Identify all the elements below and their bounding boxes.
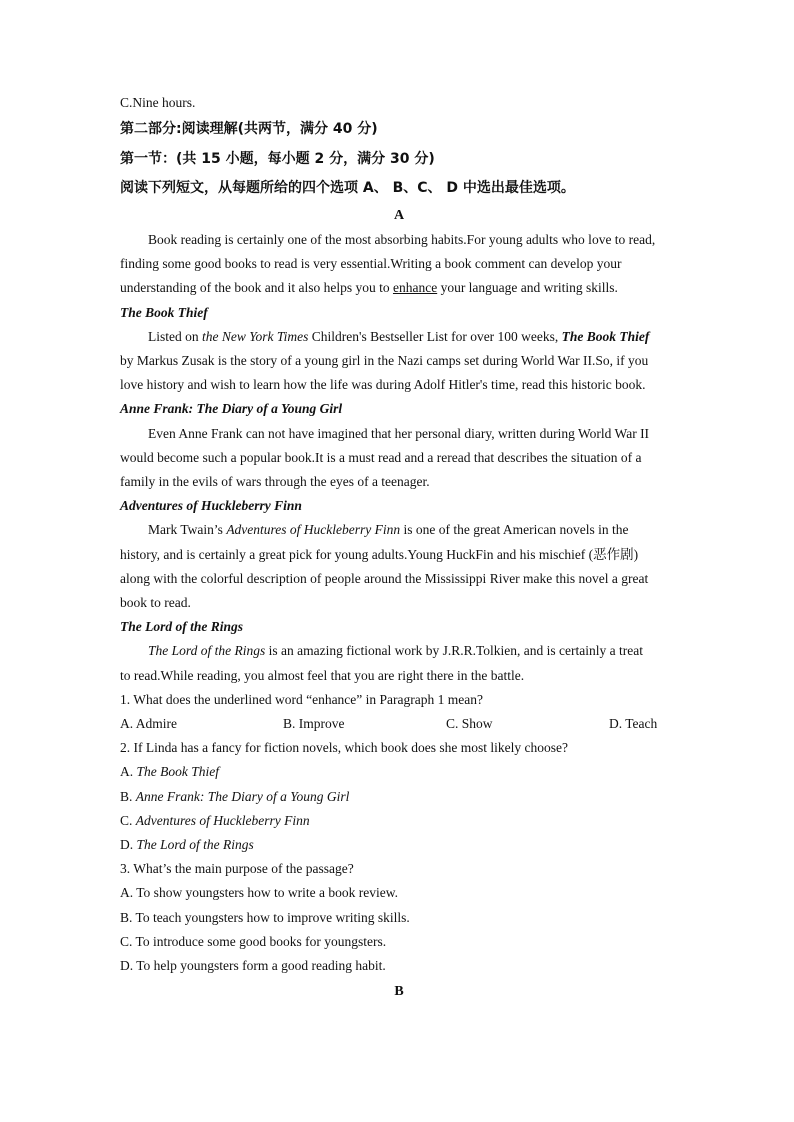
question-3: [120, 857, 678, 978]
paragraph-line: [120, 325, 678, 349]
option-prefix: D.: [120, 836, 137, 852]
option-d[interactable]: [120, 833, 678, 857]
option-prefix: B.: [120, 788, 136, 804]
italic-title: Adventures of Huckleberry Finn: [226, 522, 401, 538]
option-c[interactable]: C. Show: [446, 715, 493, 731]
paragraph-line: love history and wish to learn how the life was during Adolf Hitler's time, read this historic book.: [120, 377, 646, 393]
intro-line: Book reading is certainly one of the most absorbing habits.For young adults who love to read,: [148, 231, 656, 247]
passage-b-label: B: [394, 984, 404, 1000]
bold-italic-title: The Book Thief: [561, 328, 650, 344]
option-d[interactable]: D. Teach: [609, 715, 658, 731]
option-d[interactable]: D. To help youngsters form a good reading habit.: [120, 958, 386, 973]
text-span: understanding of the book and it also helps you to: [120, 280, 393, 296]
question-1: [120, 688, 678, 736]
option-prefix: C.: [120, 812, 136, 828]
paragraph-line: history, and is certainly a great pick for young adults.Young HuckFin and his mischief (恶作剧): [120, 546, 639, 562]
intro-line: [120, 276, 678, 300]
anne-frank-paragraph: [120, 422, 678, 495]
option-prefix: A.: [120, 764, 137, 780]
paragraph-line: would become such a popular book.It is a must read and a reread that describes the situation of a: [120, 449, 642, 465]
option-a[interactable]: [120, 760, 678, 784]
text-span: is an amazing fictional work by J.R.R.Tolkien, and is certainly a treat: [265, 643, 643, 659]
paragraph-line: [120, 518, 678, 542]
previous-question-option: C.Nine hours.: [120, 95, 196, 110]
option-a[interactable]: A. To show youngsters how to write a book review.: [120, 885, 399, 901]
paragraph-line: family in the evils of wars through the eyes of a teenager.: [120, 473, 430, 489]
text-span: Children's Bestseller List for over 100 weeks,: [308, 328, 562, 344]
text-span: your language and writing skills.: [437, 280, 618, 296]
instruction-heading: 阅读下列短文，从每题所给的四个选项 A、 B、C、 D 中选出最佳选项。: [120, 180, 575, 197]
section-one-heading: 第一节：(共 15 小题，每小题 2 分，满分 30 分): [120, 150, 435, 167]
option-row: [120, 712, 678, 736]
book-title-huckleberry-finn: Adventures of Huckleberry Finn: [120, 498, 302, 514]
intro-line: finding some good books to read is very essential.Writing a book comment can develop your: [120, 256, 622, 272]
book-title-lord-of-the-rings: The Lord of the Rings: [120, 619, 244, 635]
option-text: The Lord of the Rings: [136, 836, 254, 852]
text-span: is one of the great American novels in the: [400, 522, 629, 538]
option-b[interactable]: [120, 785, 678, 809]
paragraph-line: to read.While reading, you almost feel that you are right there in the battle.: [120, 667, 525, 683]
option-text: The Book Thief: [136, 764, 219, 780]
text-span: Listed on: [148, 328, 202, 344]
paragraph-line: [120, 639, 678, 663]
option-text: Anne Frank: The Diary of a Young Girl: [135, 788, 350, 804]
option-b[interactable]: B. Improve: [283, 715, 345, 731]
paragraph-line: by Markus Zusak is the story of a young girl in the Nazi camps set during World War II.So, if you: [120, 352, 649, 368]
intro-paragraph: [120, 228, 678, 301]
text-span: Mark Twain’s: [148, 522, 227, 538]
question-stem: 1. What does the underlined word “enhance” in Paragraph 1 mean?: [120, 691, 483, 707]
option-b[interactable]: B. To teach youngsters how to improve writing skills.: [120, 909, 410, 925]
question-stem: 2. If Linda has a fancy for fiction novels, which book does she most likely choose?: [120, 740, 569, 756]
paragraph-line: book to read.: [120, 594, 191, 610]
part-two-heading: 第二部分:阅读理解(共两节，满分 40 分): [120, 121, 378, 138]
exam-page: [120, 91, 678, 1004]
paragraph-line: along with the colorful description of people around the Mississippi River make this novel a great: [120, 570, 649, 586]
paragraph-line: Even Anne Frank can not have imagined that her personal diary, written during World War II: [148, 425, 650, 441]
option-c[interactable]: C. To introduce some good books for youngsters.: [120, 933, 387, 949]
question-2: [120, 736, 678, 857]
option-text: Adventures of Huckleberry Finn: [135, 812, 310, 828]
italic-title: the New York Times: [202, 328, 309, 344]
option-a[interactable]: A. Admire: [120, 715, 177, 731]
book-title-anne-frank: Anne Frank: The Diary of a Young Girl: [120, 401, 343, 417]
lord-of-the-rings-paragraph: [120, 639, 678, 687]
option-c[interactable]: [120, 809, 678, 833]
huckleberry-finn-paragraph: [120, 518, 678, 615]
italic-title: The Lord of the Rings: [148, 643, 266, 659]
book-title-book-thief: The Book Thief: [120, 304, 208, 320]
underlined-word: enhance: [392, 280, 438, 296]
passage-a-label: A: [393, 207, 405, 223]
question-stem: 3. What’s the main purpose of the passage?: [120, 861, 354, 877]
book-thief-paragraph: [120, 325, 678, 398]
